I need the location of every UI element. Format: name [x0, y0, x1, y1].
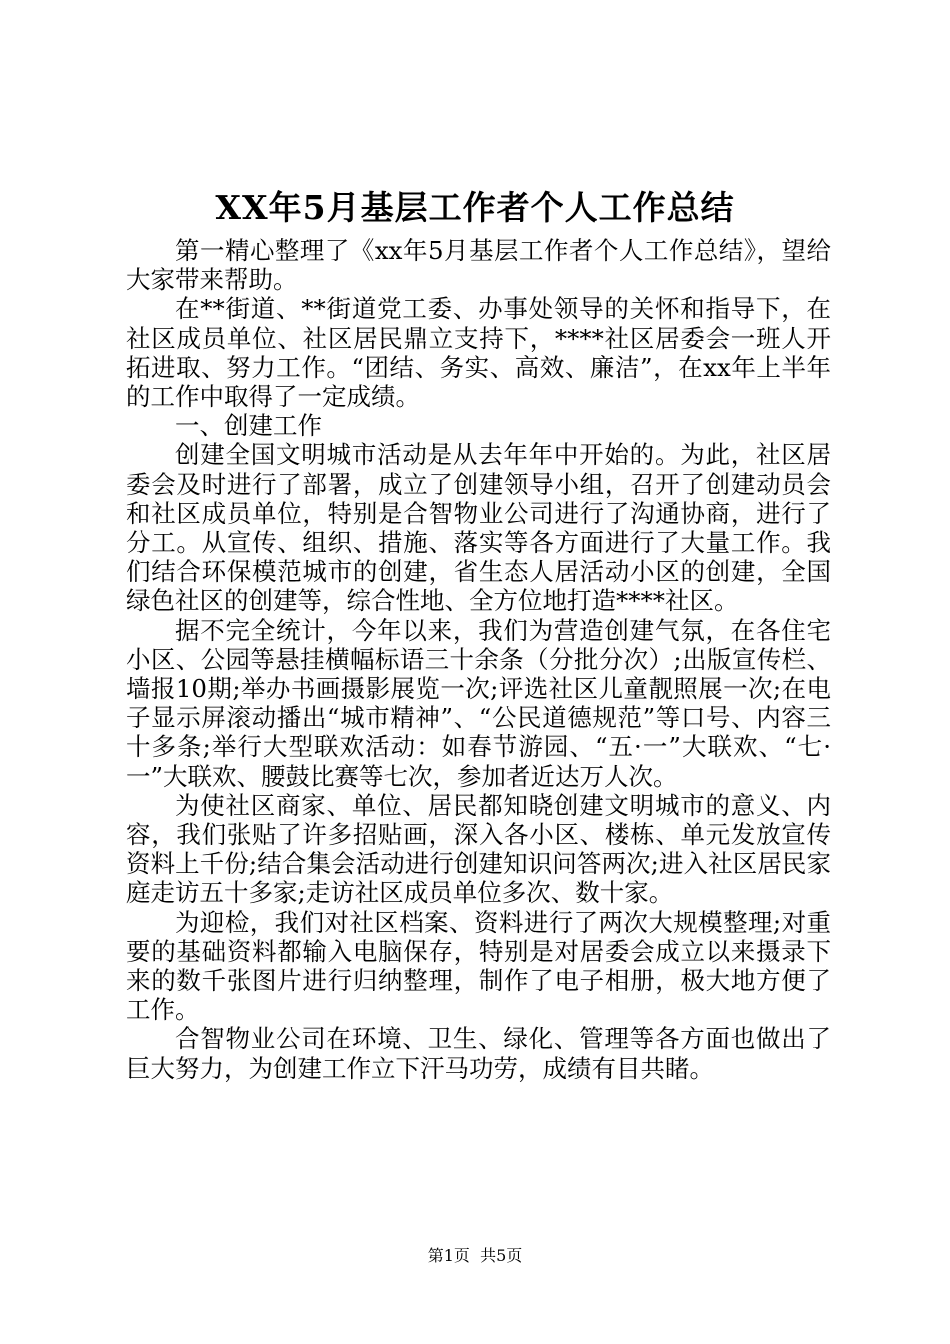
paragraph-overview: 在**街道、**街道党工委、办事处领导的关怀和指导下，在社区成员单位、社区居民鼎立支持下，****社区居委会一班人开拓进取、努力工作。“团结、务实、高效、廉洁”，在xx年上半年的工作中取得了一定成绩。: [126, 294, 831, 412]
page-total: 共5页: [480, 1246, 523, 1265]
paragraph-publicity: 为使社区商家、单位、居民都知晓创建文明城市的意义、内容，我们张贴了许多招贴画，深入各小区、楼栋、单元发放宣传资料上千份;结合集会活动进行创建知识问答两次;进入社区居民家庭走访五十多家;走访社区成员单位多次、数十家。: [126, 790, 831, 908]
paragraph-inspection-prep: 为迎检，我们对社区档案、资料进行了两次大规模整理;对重要的基础资料都输入电脑保存，特别是对居委会成立以来摄录下来的数千张图片进行归纳整理，制作了电子相册，极大地方便了工作。: [126, 907, 831, 1025]
document-title: XX年5月基层工作者个人工作总结: [215, 188, 735, 227]
document-body: [126, 236, 831, 1083]
paragraph-creation-activity: 创建全国文明城市活动是从去年年中开始的。为此，社区居委会及时进行了部署，成立了创建领导小组，召开了创建动员会和社区成员单位，特别是合智物业公司进行了沟通协商，进行了分工。从宣传、组织、措施、落实等各方面进行了大量工作。我们结合环保模范城市的创建，省生态人居活动小区的创建，全国绿色社区的创建等，综合性地、全方位地打造****社区。: [126, 440, 831, 616]
paragraph-property-company: 合智物业公司在环境、卫生、绿化、管理等各方面也做出了巨大努力，为创建工作立下汗马功劳，成绩有目共睹。: [126, 1024, 831, 1083]
page-footer: [0, 1244, 950, 1268]
paragraph-intro: 第一精心整理了《xx年5月基层工作者个人工作总结》，望给大家带来帮助。: [126, 236, 831, 295]
paragraph-statistics: 据不完全统计，今年以来，我们为营造创建气氛，在各住宅小区、公园等悬挂横幅标语三十余条（分批分次）;出版宣传栏、墙报10期;举办书画摄影展览一次;评选社区儿童靓照展一次;在电子显示屏滚动播出“城市精神”、“公民道德规范”等口号、内容三十多条;举行大型联欢活动：如春节游园、“五·一”大联欢、“七·一”大联欢、腰鼓比赛等七次，参加者近达万人次。: [126, 615, 831, 791]
section-heading-creation-work: 一、创建工作: [175, 411, 322, 441]
page-number: 第1页: [427, 1246, 470, 1265]
